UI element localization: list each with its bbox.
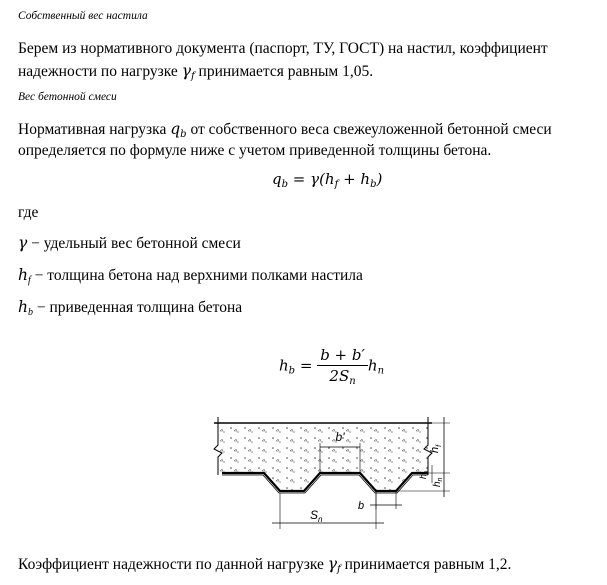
label-b: b (358, 500, 365, 512)
formula-q-b: $q_b = \gamma(h_f + h_b)$ (272, 170, 383, 190)
label-h-n: $h_n$ (432, 477, 444, 487)
heading-concrete-weight: Вес бетонной смеси (18, 91, 117, 103)
q-b-symbol: $q_b$ (170, 120, 187, 140)
paragraph-own-weight-line2 (18, 60, 373, 88)
label-h-b: $h_b$ (418, 470, 430, 479)
fraction: $\frac{b + b'}{2S_n}$ (317, 346, 368, 387)
label-b-prime: b' (335, 430, 345, 444)
text-fragment: от собственного веса свежеуложенной бетонной смеси (186, 121, 552, 138)
gamma-f-symbol: $\gamma_f$ (327, 555, 341, 575)
paragraph-concrete-line2: определяется по формуле ниже с учетом приведенной толщины бетона. (18, 142, 492, 159)
label-s-n: $S_n$ (310, 508, 323, 524)
formula-h-b: $h_b$ = $\frac{b + b'}{2S_n}$ $h_n$ (279, 346, 385, 387)
label-h-f: $h_f$ (429, 444, 443, 453)
text-fragment: Нормативная нагрузка (18, 121, 171, 138)
text-fragment: принимается равным 1,05. (194, 63, 374, 80)
deck-cross-section-diagram (200, 405, 460, 545)
definition-h-f: $h_f$ − толщина бетона над верхними полками настила (18, 266, 363, 286)
where-label: где (18, 204, 39, 221)
gamma-f-symbol: $\gamma_f$ (181, 62, 195, 82)
concrete-slab (218, 423, 428, 491)
definition-h-b: $h_b$ − приведенная толщина бетона (18, 298, 243, 318)
paragraph-own-weight-line1: Берем из нормативного документа (паспорт, ТУ, ГОСТ) на настил, коэффициент (18, 40, 548, 57)
footer-reliability-coefficient: Коэффициент надежности по данной нагрузке $\gamma_f$ принимается равным 1,2. (18, 555, 512, 575)
definition-gamma: γ − удельный вес бетонной смеси (18, 234, 241, 252)
heading-own-weight: Собственный вес настила (18, 10, 148, 22)
text-fragment: надежности по нагрузке (18, 63, 182, 80)
